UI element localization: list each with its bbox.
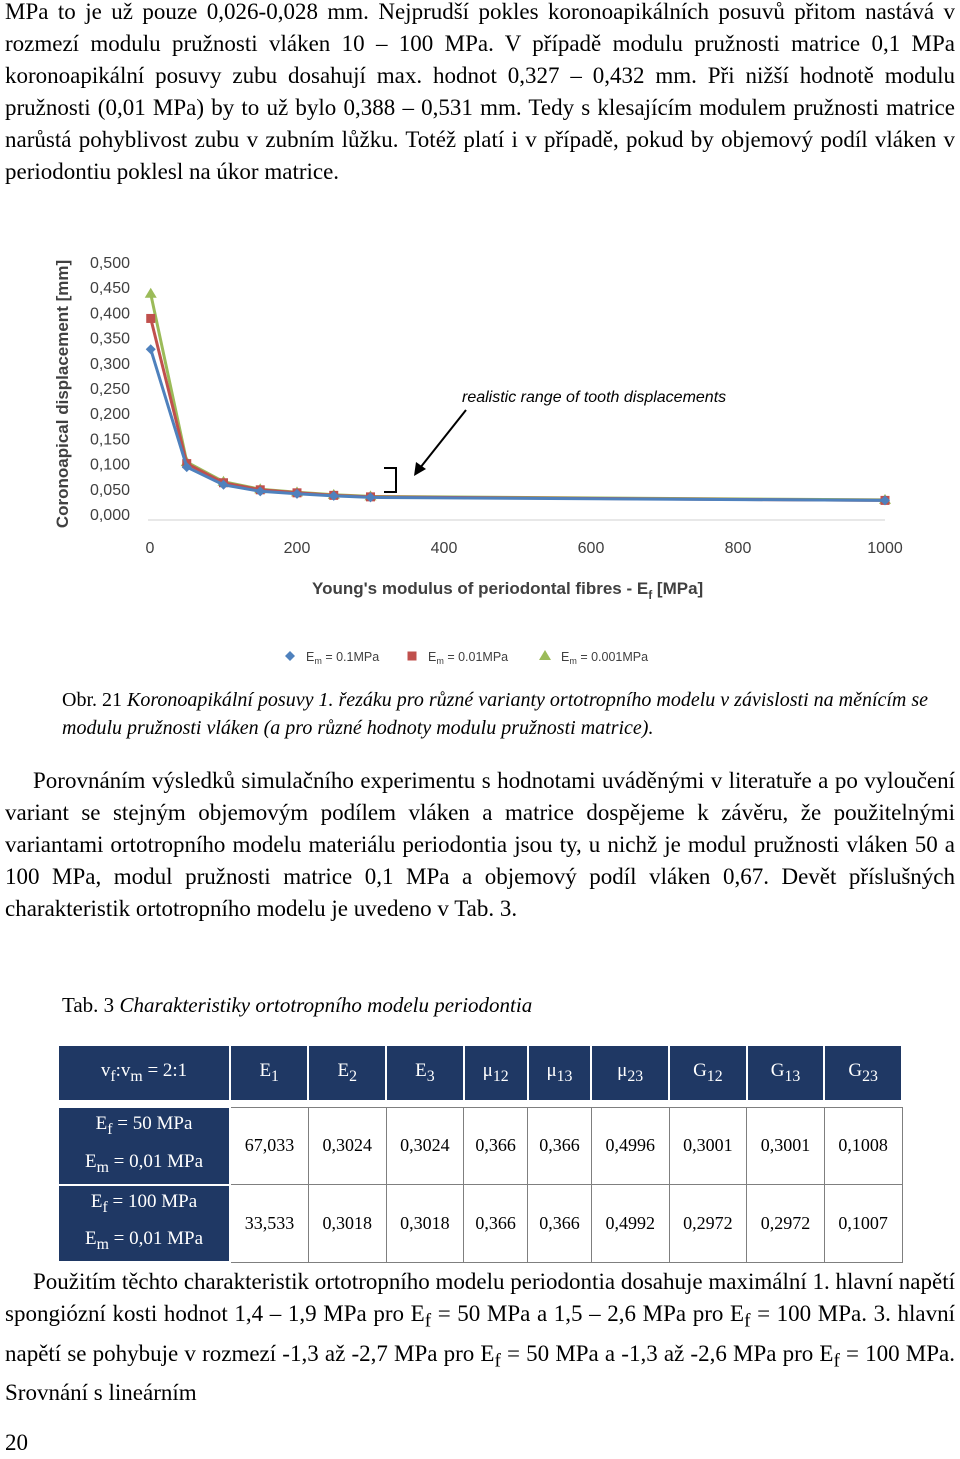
table-header-cell: $\mu_{23}$ (591, 1045, 669, 1101)
table-header-cell: $G_{13}$ (747, 1045, 825, 1101)
paragraph-intro-text: MPa to je už pouze 0,026-0,028 mm. Nejprudší pokles koronoapikálních posuvů přitom nastává v rozmezí modulu pružnosti vláken 10 – 100 MPa. V případě modulu pružnosti matrice 0,1 MPa koronoapikální posuvy zubu dosahují max. hodnot 0,327 – 0,432 mm. Při nižší hodnotě modulu pružnosti (0,01 MPa) by to už bylo 0,388 – 0,531 mm. Tedy s klesajícím modulem pružnosti matrice narůstá pohyblivost zubu v zubním lůžku. Totéž platí i v případě, pokud by objemový podíl vláken v periodontiu poklesl na úkor matrice. (5, 0, 955, 184)
legend-entry: $E_m = 0.01MPa$ (428, 650, 509, 666)
x-axis-label: Young's modulus of periodontal fibres - $E_f$ [MPa] (312, 579, 704, 602)
x-tick-label: 1000 (867, 540, 903, 557)
table-cell: 0,366 (528, 1107, 592, 1185)
legend (285, 650, 648, 666)
y-tick-label: 0,150 (89, 431, 130, 449)
data-point-triangle (539, 650, 551, 660)
y-tick-label: 0,500 (89, 255, 130, 272)
displacement-chart (0, 240, 960, 680)
y-tick-label: 0,050 (89, 481, 130, 499)
table-title-text: Charakteristiky ortotropního modelu periodontia (114, 993, 533, 1017)
table-cell: 0,3001 (669, 1107, 747, 1185)
x-tick-label: 0 (145, 540, 155, 557)
figure-caption-text: Koronoapikální posuvy 1. řezáku pro různé varianty ortotropního modelu v závislosti na měnícím se modulu pružnosti vláken (a pro různé hodnoty modulu pružnosti matrice). (62, 689, 929, 739)
x-tick-label: 600 (577, 540, 605, 557)
realistic-range-brace (384, 468, 396, 492)
table-cell: 0,3024 (308, 1107, 386, 1185)
table-cell: 33,533 (230, 1185, 308, 1263)
paragraph-conclusion-text: Porovnáním výsledků simulačního experimentu s hodnotami uváděnými v literatuře a po vyloučení variant se stejným objemovým podílem vláken a matrice dospějeme k závěru, že použitelnými variantami ortotropního modelu materiálu periodontia jsou ty, u nichž je modul pružnosti vláken 50 a 100 MPa, modul pružnosti matrice 0,1 MPa a objemový podíl vláken 0,67. Devět příslušných charakteristik ortotropního modelu je uvedeno v Tab. 3. (5, 768, 955, 921)
y-axis-tick-labels (90, 255, 130, 524)
series-diamond (146, 344, 890, 505)
series-line (151, 318, 885, 500)
table-header-cell: $G_{12}$ (669, 1045, 747, 1101)
table-header-cell: $E_3$ (386, 1045, 464, 1101)
table-cell: 0,2972 (669, 1185, 747, 1263)
data-point-triangle (145, 288, 157, 298)
legend-entry: $E_m = 0.1MPa$ (306, 650, 380, 666)
y-tick-label: 0,450 (89, 280, 130, 298)
table-header-cell: $\mu_{13}$ (528, 1045, 592, 1101)
data-point-square (146, 314, 155, 323)
paragraph-conclusion (5, 765, 955, 925)
table-row (58, 1185, 902, 1263)
table-cell: 0,3024 (386, 1107, 464, 1185)
table-cell: 0,3001 (747, 1107, 825, 1185)
table-cell: 0,4996 (591, 1107, 669, 1185)
x-tick-label: 800 (724, 540, 752, 557)
paragraph-intro (5, 0, 955, 188)
y-tick-label: 0,300 (89, 355, 130, 373)
table-title (62, 993, 532, 1018)
y-tick-label: 0,250 (89, 381, 130, 398)
table-row-header: $E_f = 50$ MPa $E_m = 0,01$ MPa (58, 1107, 230, 1185)
table-cell: 0,366 (464, 1185, 528, 1263)
paragraph-stress (5, 1266, 955, 1409)
paragraph-stress-text: Použitím těchto charakteristik ortotropního modelu periodontia dosahuje maximální 1. hlavní napětí spongiózní kosti hodnot 1,4 – 1,9 MPa pro $E_f = 50$ MPa a 1,5 – 2,6 MPa pro $E_f = 100$ MPa. 3. hlavní napětí se pohybuje v rozmezí -1,3 až -2,7 MPa pro $E_f = 50$ MPa a -1,3 až -2,6 MPa pro $E_f = 100$ MPa. Srovnání s lineárním (5, 1269, 955, 1406)
figure-caption (62, 686, 952, 742)
characteristics-table (57, 1044, 903, 1263)
table-row (58, 1107, 902, 1185)
table-cell: 0,366 (464, 1107, 528, 1185)
x-tick-label: 200 (283, 540, 311, 557)
x-tick-label: 400 (430, 540, 458, 557)
table-header-row (58, 1045, 902, 1101)
x-axis-tick-labels (146, 540, 903, 557)
table-header-cell: $\mu_{12}$ (464, 1045, 528, 1101)
table-cell: 0,3018 (308, 1185, 386, 1263)
table-corner-cell: $v_f:v_m$ = 2:1 (58, 1045, 230, 1101)
y-tick-label: 0,100 (89, 456, 130, 474)
y-tick-label: 0,000 (89, 507, 130, 524)
legend-entry: $E_m = 0.001MPa$ (561, 650, 649, 666)
table-cell: 67,033 (230, 1107, 308, 1185)
table-cell: 0,2972 (747, 1185, 825, 1263)
table-header-cell: $G_{23}$ (824, 1045, 902, 1101)
figure-label: Obr. 21 (62, 689, 122, 711)
table-cell: 0,3018 (386, 1185, 464, 1263)
table-cell: 0,1007 (824, 1185, 902, 1263)
data-point-square (408, 652, 417, 661)
series-line (151, 349, 885, 500)
y-tick-label: 0,400 (89, 305, 130, 323)
data-point-diamond (146, 344, 156, 354)
annotation-label: realistic range of tooth displacements (462, 389, 727, 406)
table-header-cell: $E_2$ (308, 1045, 386, 1101)
y-tick-label: 0,350 (89, 330, 130, 348)
data-point-diamond (285, 651, 295, 661)
table-cell: 0,366 (528, 1185, 592, 1263)
table-header-cell: $E_1$ (230, 1045, 308, 1101)
annotation-arrow (420, 410, 466, 468)
y-tick-label: 0,200 (89, 406, 130, 424)
series-square (146, 314, 889, 505)
table-cell: 0,4992 (591, 1185, 669, 1263)
y-axis-label: Coronoapical displacement [mm] (53, 259, 72, 529)
page-number: 20 (5, 1430, 28, 1455)
table-cell: 0,1008 (824, 1107, 902, 1185)
table-row-header: $E_f = 100$ MPa $E_m = 0,01$ MPa (58, 1185, 230, 1263)
table-label: Tab. 3 (62, 993, 115, 1017)
